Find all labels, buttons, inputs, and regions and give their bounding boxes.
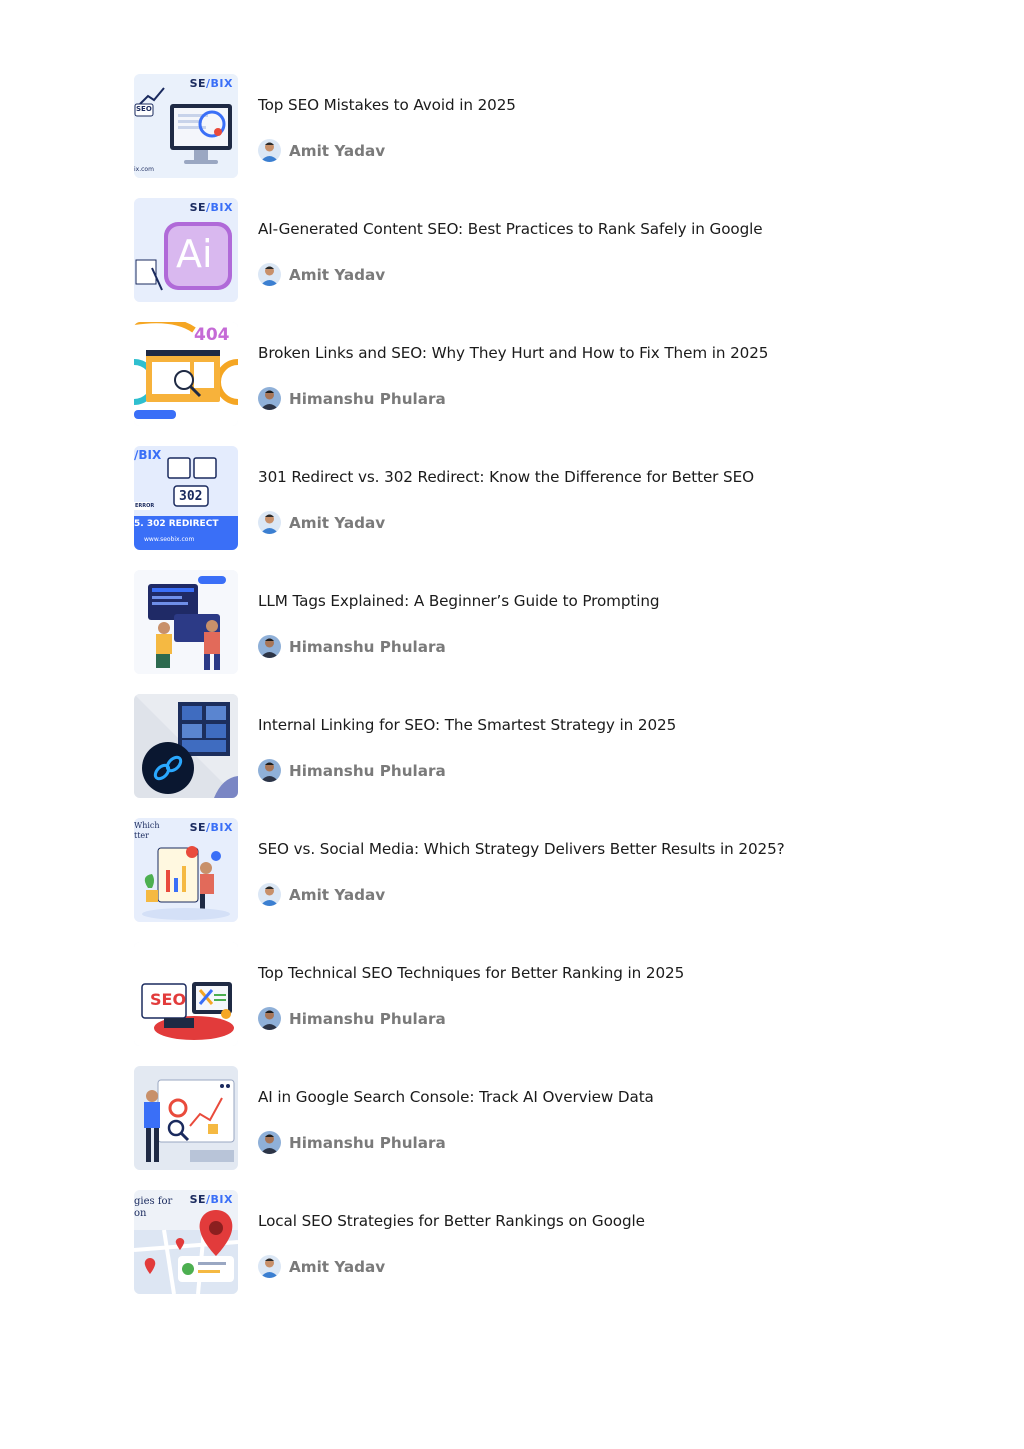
list-item <box>134 198 894 302</box>
author-name[interactable]: Himanshu Phulara <box>289 389 446 408</box>
post-info <box>258 74 516 162</box>
post-thumbnail[interactable] <box>134 818 238 922</box>
list-item <box>134 694 894 798</box>
post-thumbnail[interactable] <box>134 1190 238 1294</box>
post-title[interactable]: SEO vs. Social Media: Which Strategy Delivers Better Results in 2025? <box>258 840 785 858</box>
author-name[interactable]: Amit Yadav <box>289 1257 386 1276</box>
post-thumbnail[interactable] <box>134 694 238 798</box>
author-avatar[interactable] <box>258 511 281 534</box>
list-item <box>134 74 894 178</box>
author-avatar[interactable] <box>258 1255 281 1278</box>
list-item <box>134 1066 894 1170</box>
blog-post-list <box>134 74 894 1314</box>
thumbnail-tag: ERROR <box>135 503 155 509</box>
list-item <box>134 570 894 674</box>
post-info <box>258 1066 654 1154</box>
brand-logo: SE∕BIX <box>189 77 233 90</box>
post-info <box>258 942 684 1030</box>
brand-logo: SE∕BIX <box>189 201 233 214</box>
author-avatar[interactable] <box>258 635 281 658</box>
author-name[interactable]: Himanshu Phulara <box>289 637 446 656</box>
post-author <box>258 1007 684 1030</box>
post-info <box>258 446 754 534</box>
post-title[interactable]: Internal Linking for SEO: The Smartest Strategy in 2025 <box>258 716 677 734</box>
author-avatar[interactable] <box>258 139 281 162</box>
author-avatar[interactable] <box>258 1131 281 1154</box>
post-info <box>258 198 763 286</box>
post-author <box>258 883 785 906</box>
ai-logo-text: Ai <box>176 232 213 276</box>
post-thumbnail[interactable] <box>134 198 238 302</box>
post-title[interactable]: 301 Redirect vs. 302 Redirect: Know the Difference for Better SEO <box>258 468 754 486</box>
post-author <box>258 1255 645 1278</box>
post-info <box>258 1190 645 1278</box>
list-item <box>134 1190 894 1294</box>
thumbnail-label: SEO <box>136 105 152 113</box>
404-label: 404 <box>194 325 230 345</box>
post-title[interactable]: AI in Google Search Console: Track AI Overview Data <box>258 1088 654 1106</box>
post-author <box>258 387 768 410</box>
author-avatar[interactable] <box>258 1007 281 1030</box>
post-author <box>258 759 676 782</box>
post-title[interactable]: Local SEO Strategies for Better Rankings on Google <box>258 1212 645 1230</box>
thumbnail-banner: 5. 302 REDIRECT <box>134 519 219 529</box>
thumbnail-label: gies for on <box>134 1196 173 1219</box>
post-author <box>258 635 659 658</box>
list-item <box>134 322 894 426</box>
post-author <box>258 263 763 286</box>
author-avatar[interactable] <box>258 263 281 286</box>
post-thumbnail[interactable] <box>134 322 238 426</box>
author-name[interactable]: Himanshu Phulara <box>289 761 446 780</box>
post-author <box>258 139 516 162</box>
post-info <box>258 570 659 658</box>
post-thumbnail[interactable] <box>134 74 238 178</box>
brand-logo: SE∕BIX <box>189 1193 233 1206</box>
post-thumbnail[interactable] <box>134 570 238 674</box>
post-title[interactable]: LLM Tags Explained: A Beginner’s Guide to Prompting <box>258 592 660 610</box>
post-thumbnail[interactable] <box>134 942 238 1046</box>
post-thumbnail[interactable] <box>134 446 238 550</box>
author-name[interactable]: Himanshu Phulara <box>289 1009 446 1028</box>
post-title[interactable]: Top SEO Mistakes to Avoid in 2025 <box>258 96 516 114</box>
author-name[interactable]: Amit Yadav <box>289 265 386 284</box>
list-item <box>134 446 894 550</box>
post-author <box>258 1131 654 1154</box>
list-item <box>134 818 894 922</box>
post-thumbnail[interactable] <box>134 1066 238 1170</box>
post-title[interactable]: Top Technical SEO Techniques for Better Ranking in 2025 <box>258 964 685 982</box>
brand-logo: ∕BIX <box>134 448 162 462</box>
thumbnail-label: Which tter <box>134 821 160 840</box>
author-avatar[interactable] <box>258 883 281 906</box>
seo-label: SEO <box>150 990 187 1009</box>
author-name[interactable]: Amit Yadav <box>289 141 386 160</box>
post-author <box>258 511 754 534</box>
post-info <box>258 818 785 906</box>
thumbnail-url: ix.com <box>134 166 154 173</box>
post-info <box>258 322 768 410</box>
author-name[interactable]: Himanshu Phulara <box>289 1133 446 1152</box>
302-label: 302 <box>179 489 203 504</box>
post-title[interactable]: AI-Generated Content SEO: Best Practices to Rank Safely in Google <box>258 220 763 238</box>
post-title[interactable]: Broken Links and SEO: Why They Hurt and How to Fix Them in 2025 <box>258 344 769 362</box>
brand-logo: SE∕BIX <box>189 821 233 834</box>
author-avatar[interactable] <box>258 387 281 410</box>
author-avatar[interactable] <box>258 759 281 782</box>
list-item <box>134 942 894 1046</box>
author-name[interactable]: Amit Yadav <box>289 513 386 532</box>
thumbnail-url: www.seobix.com <box>144 536 195 543</box>
author-name[interactable]: Amit Yadav <box>289 885 386 904</box>
post-info <box>258 694 676 782</box>
